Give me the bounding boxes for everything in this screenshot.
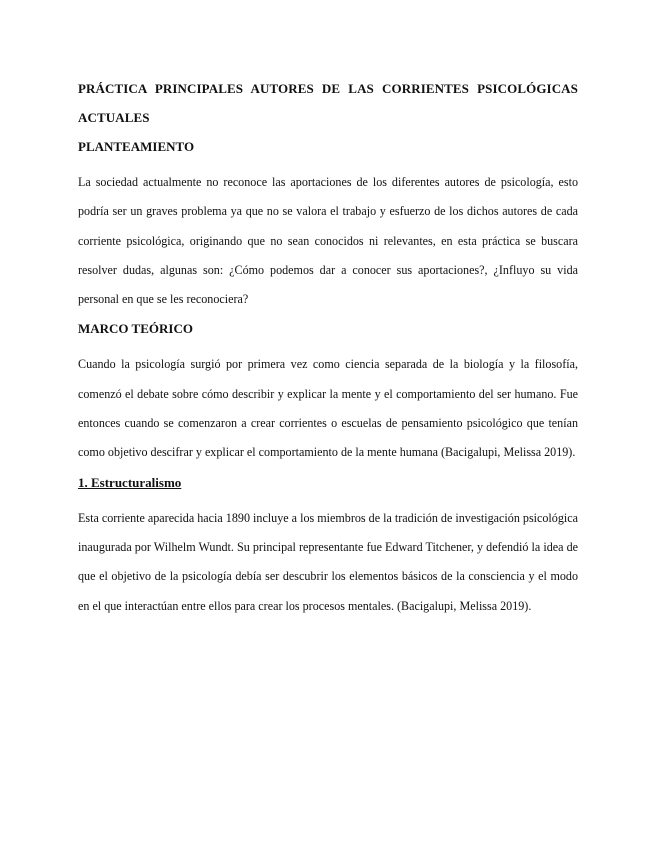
paragraph-estructuralismo: Esta corriente aparecida hacia 1890 incluye a los miembros de la tradición de investigación psicológica inaugurada por Wilhelm Wundt. Su principal representante fue Edward Titchener, y defendió la idea de que el objetivo de la psicología debía ser descubrir los elementos básicos de la consciencia y el modo en el que interactúan entre ellos para crear los procesos mentales. (Bacigalupi, Melissa 2019). [78,510,578,613]
section-heading-planteamiento: PLANTEAMIENTO [78,139,195,154]
paragraph-planteamiento: La sociedad actualmente no reconoce las aportaciones de los diferentes autores de psicología, esto podría ser un graves problema ya que no se valora el trabajo y esfuerzo de los dichos autores de cada corriente psicológica, originando que no sean conocidos ni relevantes, en esta práctica se buscara resolver dudas, algunas son: ¿Cómo podemos dar a conocer sus aportaciones?, ¿Influyo su vida personal en que se les reconociera? [78,175,578,307]
section-heading-estructuralismo: 1. Estructuralismo [78,474,182,490]
section-heading-marco-teorico: MARCO TEÓRICO [78,321,193,337]
title-line-2: ACTUALES [78,110,150,125]
paragraph-marco-teorico: Cuando la psicología surgió por primera vez como ciencia separada de la biología y la filosofía, comenzó el debate sobre cómo describir y explicar la mente y el comportamiento del ser humano. Fue entonces cuando se comenzaron a crear corrientes o escuelas de pensamiento psicológico que tenían como objetivo descifrar y explicar el comportamiento de la mente humana (Bacigalupi, Melissa 2019). [78,357,578,460]
document-body [78,74,578,627]
title-line-1: PRÁCTICA PRINCIPALES AUTORES DE LAS CORRIENTES PSICOLÓGICAS [78,81,578,96]
document-title [78,74,578,132]
